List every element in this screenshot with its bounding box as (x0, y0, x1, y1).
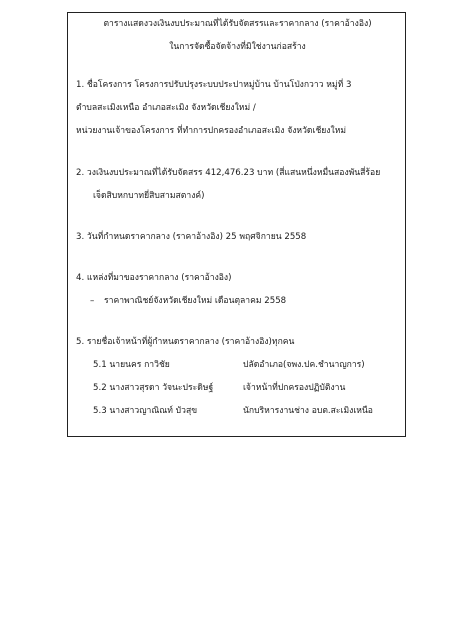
official-name: 5.3 นางสาวญาณิณท์ บัวสุข (93, 406, 198, 416)
officials-heading: 5. รายชื่อเจ้าหน้าที่ผู้กำหนดราคากลาง (ราคาอ้างอิง)ทุกคน (76, 337, 295, 347)
price-date: 3. วันที่กำหนดราคากลาง (ราคาอ้างอิง) 25 พฤศจิกายน 2558 (76, 232, 307, 242)
price-source: ราคาพาณิชย์จังหวัดเชียงใหม่ เดือนตุลาคม 2558 (104, 296, 287, 306)
project-name: 1. ชื่อโครงการ โครงการปรับปรุงระบบประปาหมู่บ้าน บ้านโป่งกวาว หมู่ที่ 3 (76, 80, 352, 90)
official-name: 5.1 นายนคร กาวิชัย (93, 360, 170, 370)
price-source-heading: 4. แหล่งที่มาของราคากลาง (ราคาอ้างอิง) (76, 273, 232, 283)
official-position: ปลัดอำเภอ(จพง.ปค.ชำนาญการ) (243, 360, 365, 370)
official-name: 5.2 นางสาวสุรดา วัจนะประดิษฐ์ (93, 383, 214, 393)
official-position: นักบริหารงานช่าง อบต.สะเมิงเหนือ (243, 406, 373, 416)
budget-line: 2. วงเงินงบประมาณที่ได้รับจัดสรร 412,476.23 บาท (สี่แสนหนึ่งหมื่นสองพันสี่ร้อย (76, 168, 381, 178)
official-position: เจ้าหน้าที่ปกครองปฏิบัติงาน (243, 383, 346, 393)
heading-line-1: ตารางแสดงวงเงินงบประมาณที่ได้รับจัดสรรและราคากลาง (ราคาอ้างอิง) (103, 19, 372, 29)
budget-words: เจ็ดสิบหกบาทยี่สิบสามสตางค์) (93, 191, 205, 201)
project-owner: หน่วยงานเจ้าของโครงการ ที่ทำการปกครองอำเภอสะเมิง จังหวัดเชียงใหม่ (76, 126, 347, 136)
price-source-bullet: – (90, 296, 95, 306)
project-location: ตำบลสะเมิงเหนือ อำเภอสะเมิง จังหวัดเชียงใหม่ / (76, 103, 256, 113)
document-frame (67, 12, 406, 437)
heading-line-2: ในการจัดซื้อจัดจ้างที่มิใช่งานก่อสร้าง (169, 42, 306, 52)
